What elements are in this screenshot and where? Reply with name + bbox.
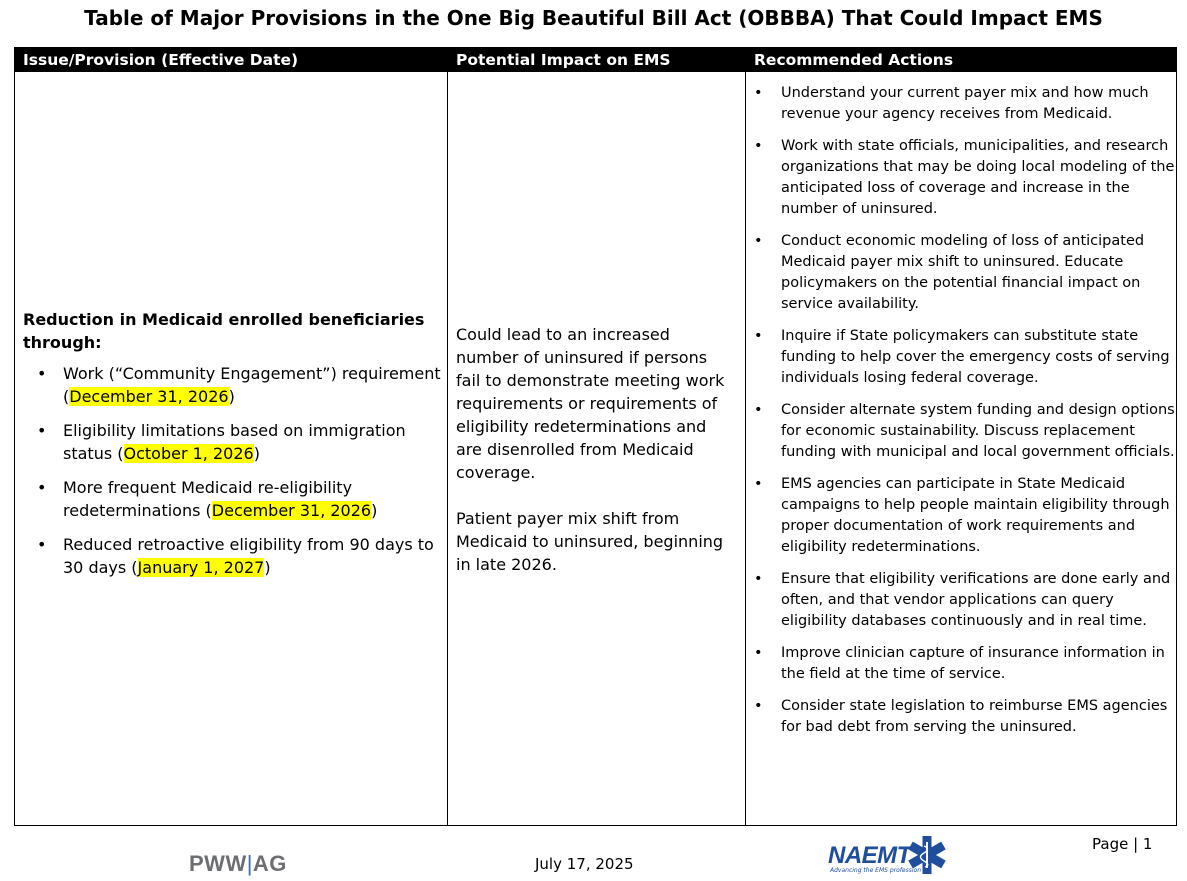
bullet-icon: • bbox=[754, 645, 763, 661]
pww-ag-logo: PWW|AG bbox=[189, 851, 287, 876]
list-item: • Conduct economic modeling of loss of anticipated Medicaid payer mix shift to uninsured. Educate policymakers on the potential financial impact on service availability. bbox=[754, 233, 1145, 312]
list-item: • Inquire if State policymakers can substitute state funding to help cover the emergency costs of serving individuals losing federal coverage. bbox=[754, 328, 1170, 386]
bullet-icon: • bbox=[754, 138, 763, 154]
bullet-icon: • bbox=[754, 402, 763, 418]
bullet-icon: • bbox=[37, 364, 47, 383]
impact-paragraph: Patient payer mix shift from Medicaid to uninsured, beginning in late 2026. bbox=[456, 508, 724, 574]
bullet-icon: • bbox=[754, 85, 763, 101]
page-title: Table of Major Provisions in the One Big Beautiful Bill Act (OBBBA) That Could Impact EMS bbox=[84, 6, 1103, 30]
naemt-logo: NAEMT Advancing the EMS profession bbox=[828, 834, 948, 878]
provision-list bbox=[23, 362, 443, 579]
table-header-row bbox=[15, 48, 1176, 72]
list-item: • Work (“Community Engagement”) requirement (December 31, 2026) bbox=[37, 364, 441, 406]
list-item: • Eligibility limitations based on immigration status (October 1, 2026) bbox=[37, 421, 406, 463]
list-item: • Work with state officials, municipalities, and research organizations that may be doing local modeling of the anticipated loss of coverage and increase in the number of uninsured. bbox=[754, 138, 1175, 217]
bullet-icon: • bbox=[754, 233, 763, 249]
bullet-icon: • bbox=[754, 571, 763, 587]
provision-heading: Reduction in Medicaid enrolled beneficiaries through: bbox=[23, 310, 425, 352]
issue-provision-cell bbox=[15, 72, 447, 826]
footer-date: July 17, 2025 bbox=[535, 855, 634, 873]
bullet-icon: • bbox=[37, 421, 47, 440]
list-item: • EMS agencies can participate in State Medicaid campaigns to help people maintain eligibility through proper documentation of work requirements and eligibility redeterminations. bbox=[754, 476, 1170, 555]
list-item: • Reduced retroactive eligibility from 90 days to 30 days (January 1, 2027) bbox=[37, 535, 434, 577]
list-item: • Consider state legislation to reimburse EMS agencies for bad debt from serving the uninsured. bbox=[754, 698, 1168, 735]
list-item: • Ensure that eligibility verifications are done early and often, and that vendor applications can query eligibility databases continuously and in real time. bbox=[754, 571, 1171, 629]
effective-date: December 31, 2026 bbox=[211, 501, 372, 520]
provisions-table bbox=[14, 47, 1177, 826]
effective-date: January 1, 2027 bbox=[137, 558, 265, 577]
bullet-icon: • bbox=[37, 478, 47, 497]
list-item: • Understand your current payer mix and how much revenue your agency receives from Medicaid. bbox=[754, 85, 1149, 122]
actions-list bbox=[746, 72, 1176, 738]
bullet-icon: • bbox=[754, 328, 763, 344]
header-issue-provision: Issue/Provision (Effective Date) bbox=[23, 51, 299, 69]
list-item: • Improve clinician capture of insurance information in the field at the time of service. bbox=[754, 645, 1165, 682]
bullet-icon: • bbox=[754, 476, 763, 492]
page-number: Page | 1 bbox=[1092, 835, 1153, 853]
potential-impact-cell bbox=[448, 72, 745, 826]
effective-date: October 1, 2026 bbox=[123, 444, 254, 463]
list-item: • More frequent Medicaid re-eligibility redeterminations (December 31, 2026) bbox=[37, 478, 378, 520]
header-recommended-actions: Recommended Actions bbox=[754, 51, 954, 69]
header-potential-impact: Potential Impact on EMS bbox=[456, 51, 671, 69]
recommended-actions-cell bbox=[746, 72, 1176, 826]
bullet-icon: • bbox=[754, 698, 763, 714]
effective-date: December 31, 2026 bbox=[69, 387, 229, 406]
star-of-life-icon bbox=[906, 834, 948, 876]
impact-paragraph: Could lead to an increased number of uninsured if persons fail to demonstrate meeting work requirements or requirements of eligibility redeterminations and are disenrolled from Medicaid coverage. bbox=[456, 324, 725, 482]
list-item: • Consider alternate system funding and design options for economic sustainability. Discuss replacement funding with municipal and local government officials. bbox=[754, 402, 1175, 460]
bullet-icon: • bbox=[37, 535, 47, 554]
